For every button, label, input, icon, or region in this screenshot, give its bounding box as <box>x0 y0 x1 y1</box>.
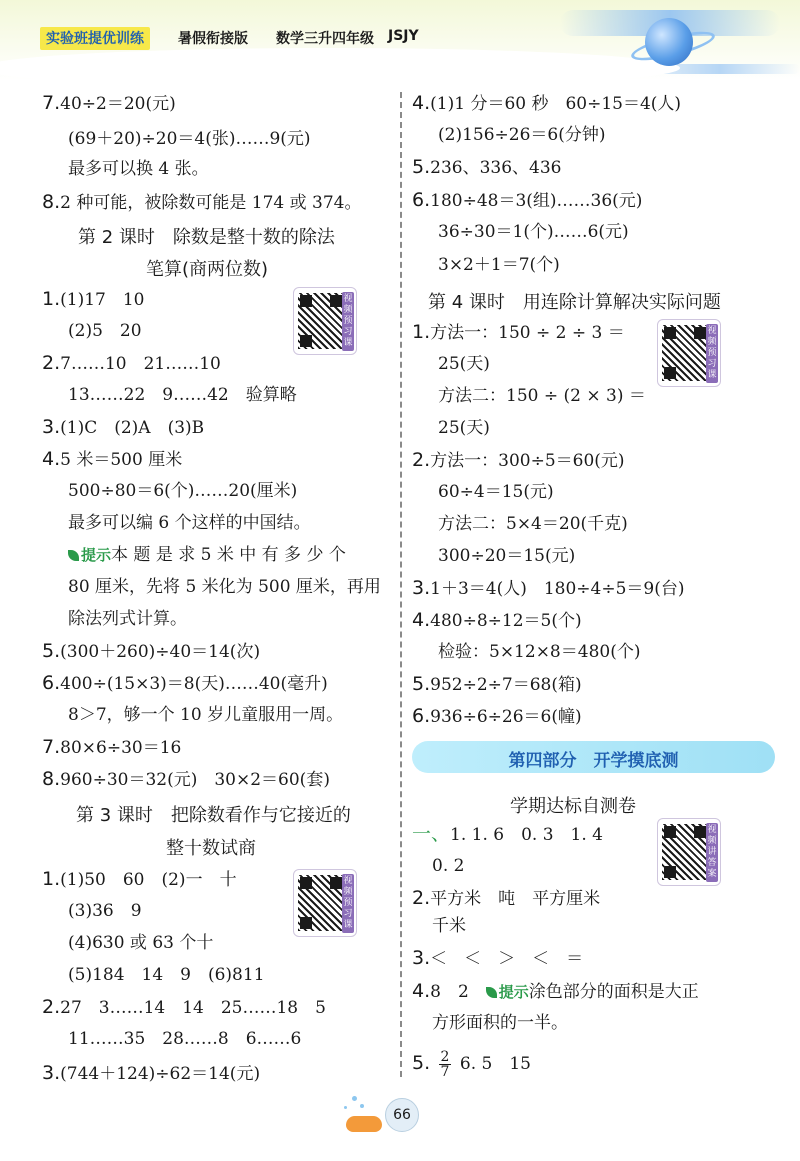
answer-line: 3.(1)C (2)A (3)B <box>42 416 205 438</box>
qr-code[interactable] <box>293 287 357 355</box>
bubble-decoration <box>344 1106 347 1109</box>
fraction: $\frac{2}{7}$ <box>440 1049 450 1080</box>
qr-label: 视频预习课 <box>706 324 718 383</box>
column-divider <box>400 92 402 1077</box>
exam-title: 学期达标自测卷 <box>510 796 636 817</box>
page-header <box>0 0 800 80</box>
answer-line: 300÷20＝15(元) <box>438 546 576 566</box>
tip-line: 方形面积的一半。 <box>432 1013 568 1033</box>
answer-line: 1.方法一：150 ÷ 2 ÷ 3 ＝ <box>412 321 625 343</box>
page-number: 66 <box>385 1098 419 1132</box>
answer-line: 8.2 种可能，被除数可能是 174 或 374。 <box>42 191 362 213</box>
qr-label: 视频预习课 <box>342 874 354 933</box>
answer-line: 4.8 2 提示涂色部分的面积是大正 <box>412 980 699 1002</box>
answer-line: 4.5 米＝500 厘米 <box>42 448 183 470</box>
answer-line: 7.80×6÷30＝16 <box>42 736 182 758</box>
qr-pattern <box>298 875 344 931</box>
answer-line: 11……35 28……8 6……6 <box>68 1029 302 1049</box>
answer-line: 2.27 3……14 14 25……18 5 <box>42 996 326 1018</box>
qr-pattern <box>298 293 344 349</box>
answer-line: 6.936÷6÷26＝6(幢) <box>412 705 582 727</box>
answer-line: 7.40÷2＝20(元) <box>42 92 176 114</box>
qr-label: 视频讲答案 <box>706 823 718 882</box>
part-banner <box>412 741 775 773</box>
section-title: 第 4 课时 用连除计算解决实际问题 <box>428 292 721 313</box>
answer-line: (69＋20)÷20＝4(张)……9(元) <box>68 129 311 149</box>
answer-line: 6.400÷(15×3)＝8(天)……40(毫升) <box>42 672 328 694</box>
tip-line: 80 厘米，先将 5 米化为 500 厘米，再用 <box>68 577 381 597</box>
answer-line: 最多可以编 6 个这样的中国结。 <box>68 513 311 533</box>
answer-line: 2.方法一：300÷5＝60(元) <box>412 449 625 471</box>
answer-line: 检验：5×12×8＝480(个) <box>438 642 641 662</box>
answer-line: 4.480÷8÷12＝5(个) <box>412 609 582 631</box>
series-name: 实验班提优训练 <box>40 27 150 50</box>
section-title: 第 2 课时 除数是整十数的除法 <box>78 227 335 248</box>
answer-line: 6.180÷48＝3(组)……36(元) <box>412 189 643 211</box>
tip-line: 提示本 题 是 求 5 米 中 有 多 少 个 <box>68 544 346 566</box>
qr-label: 视频预习课 <box>342 292 354 351</box>
answer-line: 3.1＋3＝4(人) 180÷4÷5＝9(台) <box>412 577 685 599</box>
qr-pattern <box>662 824 708 880</box>
answer-line: 36÷30＝1(个)……6(元) <box>438 222 629 242</box>
answer-line: 5. $\frac{2}{7}$ 6. 5 15 <box>412 1049 531 1080</box>
answer-line: 60÷4＝15(元) <box>438 482 554 502</box>
answer-line: (5)184 14 9 (6)811 <box>68 965 265 985</box>
qr-code[interactable] <box>293 869 357 937</box>
answer-line: 1.(1)50 60 (2)一 十 <box>42 868 237 890</box>
subject-label: 数学三升四年级 <box>276 31 374 47</box>
section-subtitle: 笔算(商两位数) <box>146 259 269 280</box>
answer-line: 方法二：5×4＝20(千克) <box>438 514 628 534</box>
qr-code[interactable] <box>657 319 721 387</box>
answer-line: 3.(744＋124)÷62＝14(元) <box>42 1062 261 1084</box>
answer-line: 25(天) <box>438 354 490 374</box>
series-code: JSJY <box>388 28 419 44</box>
answer-line: (2)5 20 <box>68 321 142 341</box>
answer-line: 0. 2 <box>432 856 465 876</box>
answer-line: 8.960÷30＝32(元) 30×2＝60(套) <box>42 768 330 790</box>
answer-line: (3)36 9 <box>68 901 142 921</box>
answer-line: 5.952÷2÷7＝68(箱) <box>412 673 582 695</box>
header-swoosh <box>0 48 680 80</box>
answer-line: 13……22 9……42 验算略 <box>68 385 297 405</box>
planet-icon <box>645 18 693 66</box>
answer-line: 8＞7，够一个 10 岁儿童服用一周。 <box>68 705 344 725</box>
tip-line: 除法列式计算。 <box>68 609 187 629</box>
answer-line: 最多可以换 4 张。 <box>68 159 209 179</box>
answer-line: 千米 <box>432 916 466 936</box>
section-subtitle: 整十数试商 <box>166 838 256 859</box>
part-title: 第四部分 开学摸底测 <box>508 751 679 771</box>
leaf-icon <box>486 987 497 998</box>
edition-label: 暑假衔接版 <box>178 31 248 47</box>
answer-line: (2)156÷26＝6(分钟) <box>438 125 606 145</box>
answer-line: (4)630 或 63 个十 <box>68 933 214 953</box>
answer-line: 4.(1)1 分＝60 秒 60÷15＝4(人) <box>412 92 682 114</box>
answer-line: 3×2＋1＝7(个) <box>438 255 560 275</box>
answer-line: 3.＜ ＜ ＞ ＜ ＝ <box>412 947 584 969</box>
answer-line: 25(天) <box>438 418 490 438</box>
section-title: 第 3 课时 把除数看作与它接近的 <box>76 805 351 826</box>
qr-code[interactable] <box>657 818 721 886</box>
answer-line: 2.7……10 21……10 <box>42 352 221 374</box>
answer-line: 1.(1)17 10 <box>42 288 145 310</box>
bubble-decoration <box>360 1104 364 1108</box>
answer-line: 5.236、336、436 <box>412 156 562 178</box>
answer-line: 一、1. 1. 6 0. 3 1. 4 <box>412 823 603 845</box>
answer-line: 5.(300＋260)÷40＝14(次) <box>42 640 261 662</box>
answer-line: 2.平方米 吨 平方厘米 <box>412 887 601 909</box>
answer-line: 500÷80＝6(个)……20(厘米) <box>68 481 298 501</box>
qr-pattern <box>662 325 708 381</box>
submarine-icon <box>346 1116 382 1132</box>
bubble-decoration <box>352 1096 357 1101</box>
leaf-icon <box>68 550 79 561</box>
answer-line: 方法二：150 ÷ (2 × 3) ＝ <box>438 386 646 406</box>
